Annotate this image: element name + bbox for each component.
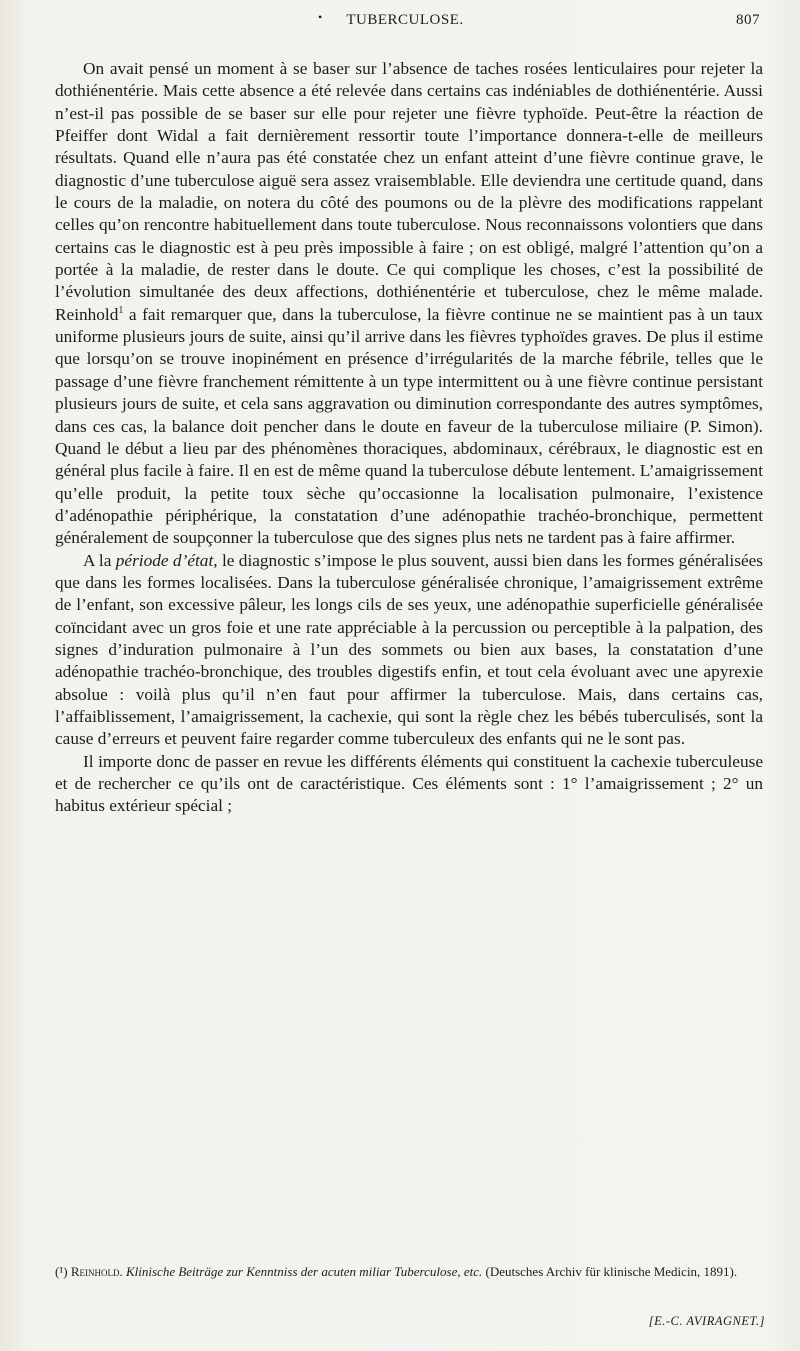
author-signature: [E.-C. AVIRAGNET.] xyxy=(648,1314,765,1328)
body-text xyxy=(55,58,763,818)
emphasis-text: période d’état xyxy=(115,550,214,570)
text-segment: Il importe donc de passer en revue les différents éléments qui constituent la cachexie tuberculeuse et de rechercher ce qu’ils ont de caractéristique. Ces éléments sont : 1° l’amaigrissement ; 2° un habitus extérieur spécial ; xyxy=(55,751,763,816)
footnote xyxy=(55,1263,763,1280)
text-segment: a fait remarquer que, dans la tuberculose, la fièvre continue ne se maintient pas à un taux uniforme plusieurs jours de suite, ainsi qu’il arrive dans les fièvres typhoïdes graves. De plus il estime que lorsqu’on se trouve inopinément en présence d’irrégularités de la marche fébrile, telles que le passage d’une fièvre franchement rémittente à un type intermittent ou à une fièvre continue persistant plusieurs jours de suite, et cela sans aggravation ou diminution correspondante des autres symptômes, dans ces cas, la balance doit pencher dans le doute en faveur de la tuberculose miliaire (P. Simon). Quand le début a lieu par des phénomènes thoraciques, abdominaux, cérébraux, le diagnostic est en général plus facile à faire. Il en est de même quand la tuberculose débute lentement. L’amaigrissement qu’elle produit, la petite toux sèche qu’occasionne la localisation pulmonaire, l’existence d’adénopathie périphérique, la constatation d’une adénopathie trachéo-bronchique, permettent généralement de soupçonner la tuberculose que des signes plus nets ne tardent pas à faire affirmer. xyxy=(55,304,763,548)
text-segment: On avait pensé un moment à se baser sur l’absence de taches rosées lenticulaires pour rejeter la dothiénentérie. Mais cette absence a été relevée dans certains cas indéniables de dothiénentérie. Aussi n’est-il pas possible de se baser sur elle pour rejeter une fièvre typhoïde. Peut-être la réaction de Pfeiffer dont Widal a fait dernièrement ressortir toute l’importance donnera-t-elle de meilleurs résultats. Quand elle n’aura pas été constatée chez un enfant atteint d’une fièvre continue grave, le diagnostic d’une tuberculose aiguë sera assez vraisemblable. Elle deviendra une certitude quand, dans le cours de la maladie, on notera du côté des poumons ou de la plèvre des modifications rappelant celles qu’on rencontre habituellement dans toute tuberculose. Nous reconnaissons volontiers que dans certains cas le diagnostic est à peu près impossible à faire ; on est obligé, malgré l’attention qu’on a portée à la maladie, de rester dans le doute. Ce qui complique les choses, c’est la possibilité de l’évolution simultanée des deux affections, dothiénentérie et tuberculose, chez le même malade. Reinhold xyxy=(55,59,763,324)
footnote-marker: (¹) xyxy=(55,1264,71,1279)
page-number: 807 xyxy=(736,12,760,28)
running-header xyxy=(50,12,760,38)
footnote-title: Klinische Beiträge zur Kenntniss der acuten miliar Tuberculose, etc. xyxy=(122,1264,483,1279)
paragraph xyxy=(55,58,763,550)
text-segment: A la xyxy=(83,550,116,570)
paragraph xyxy=(55,550,763,751)
header-dot: • xyxy=(318,10,323,24)
footnote-author: Reinhold. xyxy=(70,1264,123,1279)
paragraph xyxy=(55,751,763,818)
footnote-reference: 1 xyxy=(118,305,124,317)
footnote-rest: (Deutsches Archiv für klinische Medicin, 1891). xyxy=(482,1264,738,1279)
running-title: TUBERCULOSE. xyxy=(346,12,464,28)
text-segment: , le diagnostic s’impose le plus souvent, aussi bien dans les formes généralisées que dans les formes localisées. Dans la tuberculose généralisée chronique, l’amaigrissement extrême de l’enfant, son excessive pâleur, les longs cils de ses yeux, une adénopathie superficielle généralisée coïncidant avec un gros foie et une rate appréciable à la percussion ou perceptible à la palpation, des signes d’induration pulmonaire à l’un des sommets ou bien aux bases, la constatation d’une adénopathie trachéo-bronchique, des troubles digestifs enfin, et tout cela évoluant avec une apyrexie absolue : voilà plus qu’il n’en faut pour affirmer la tuberculose. Mais, dans certains cas, l’affaiblissement, l’amaigrissement, la cachexie, qui sont la règle chez les bébés tuberculisés, sont la cause d’erreurs et peuvent faire regarder comme tuberculeux des enfants qui ne le sont pas. xyxy=(55,550,764,749)
